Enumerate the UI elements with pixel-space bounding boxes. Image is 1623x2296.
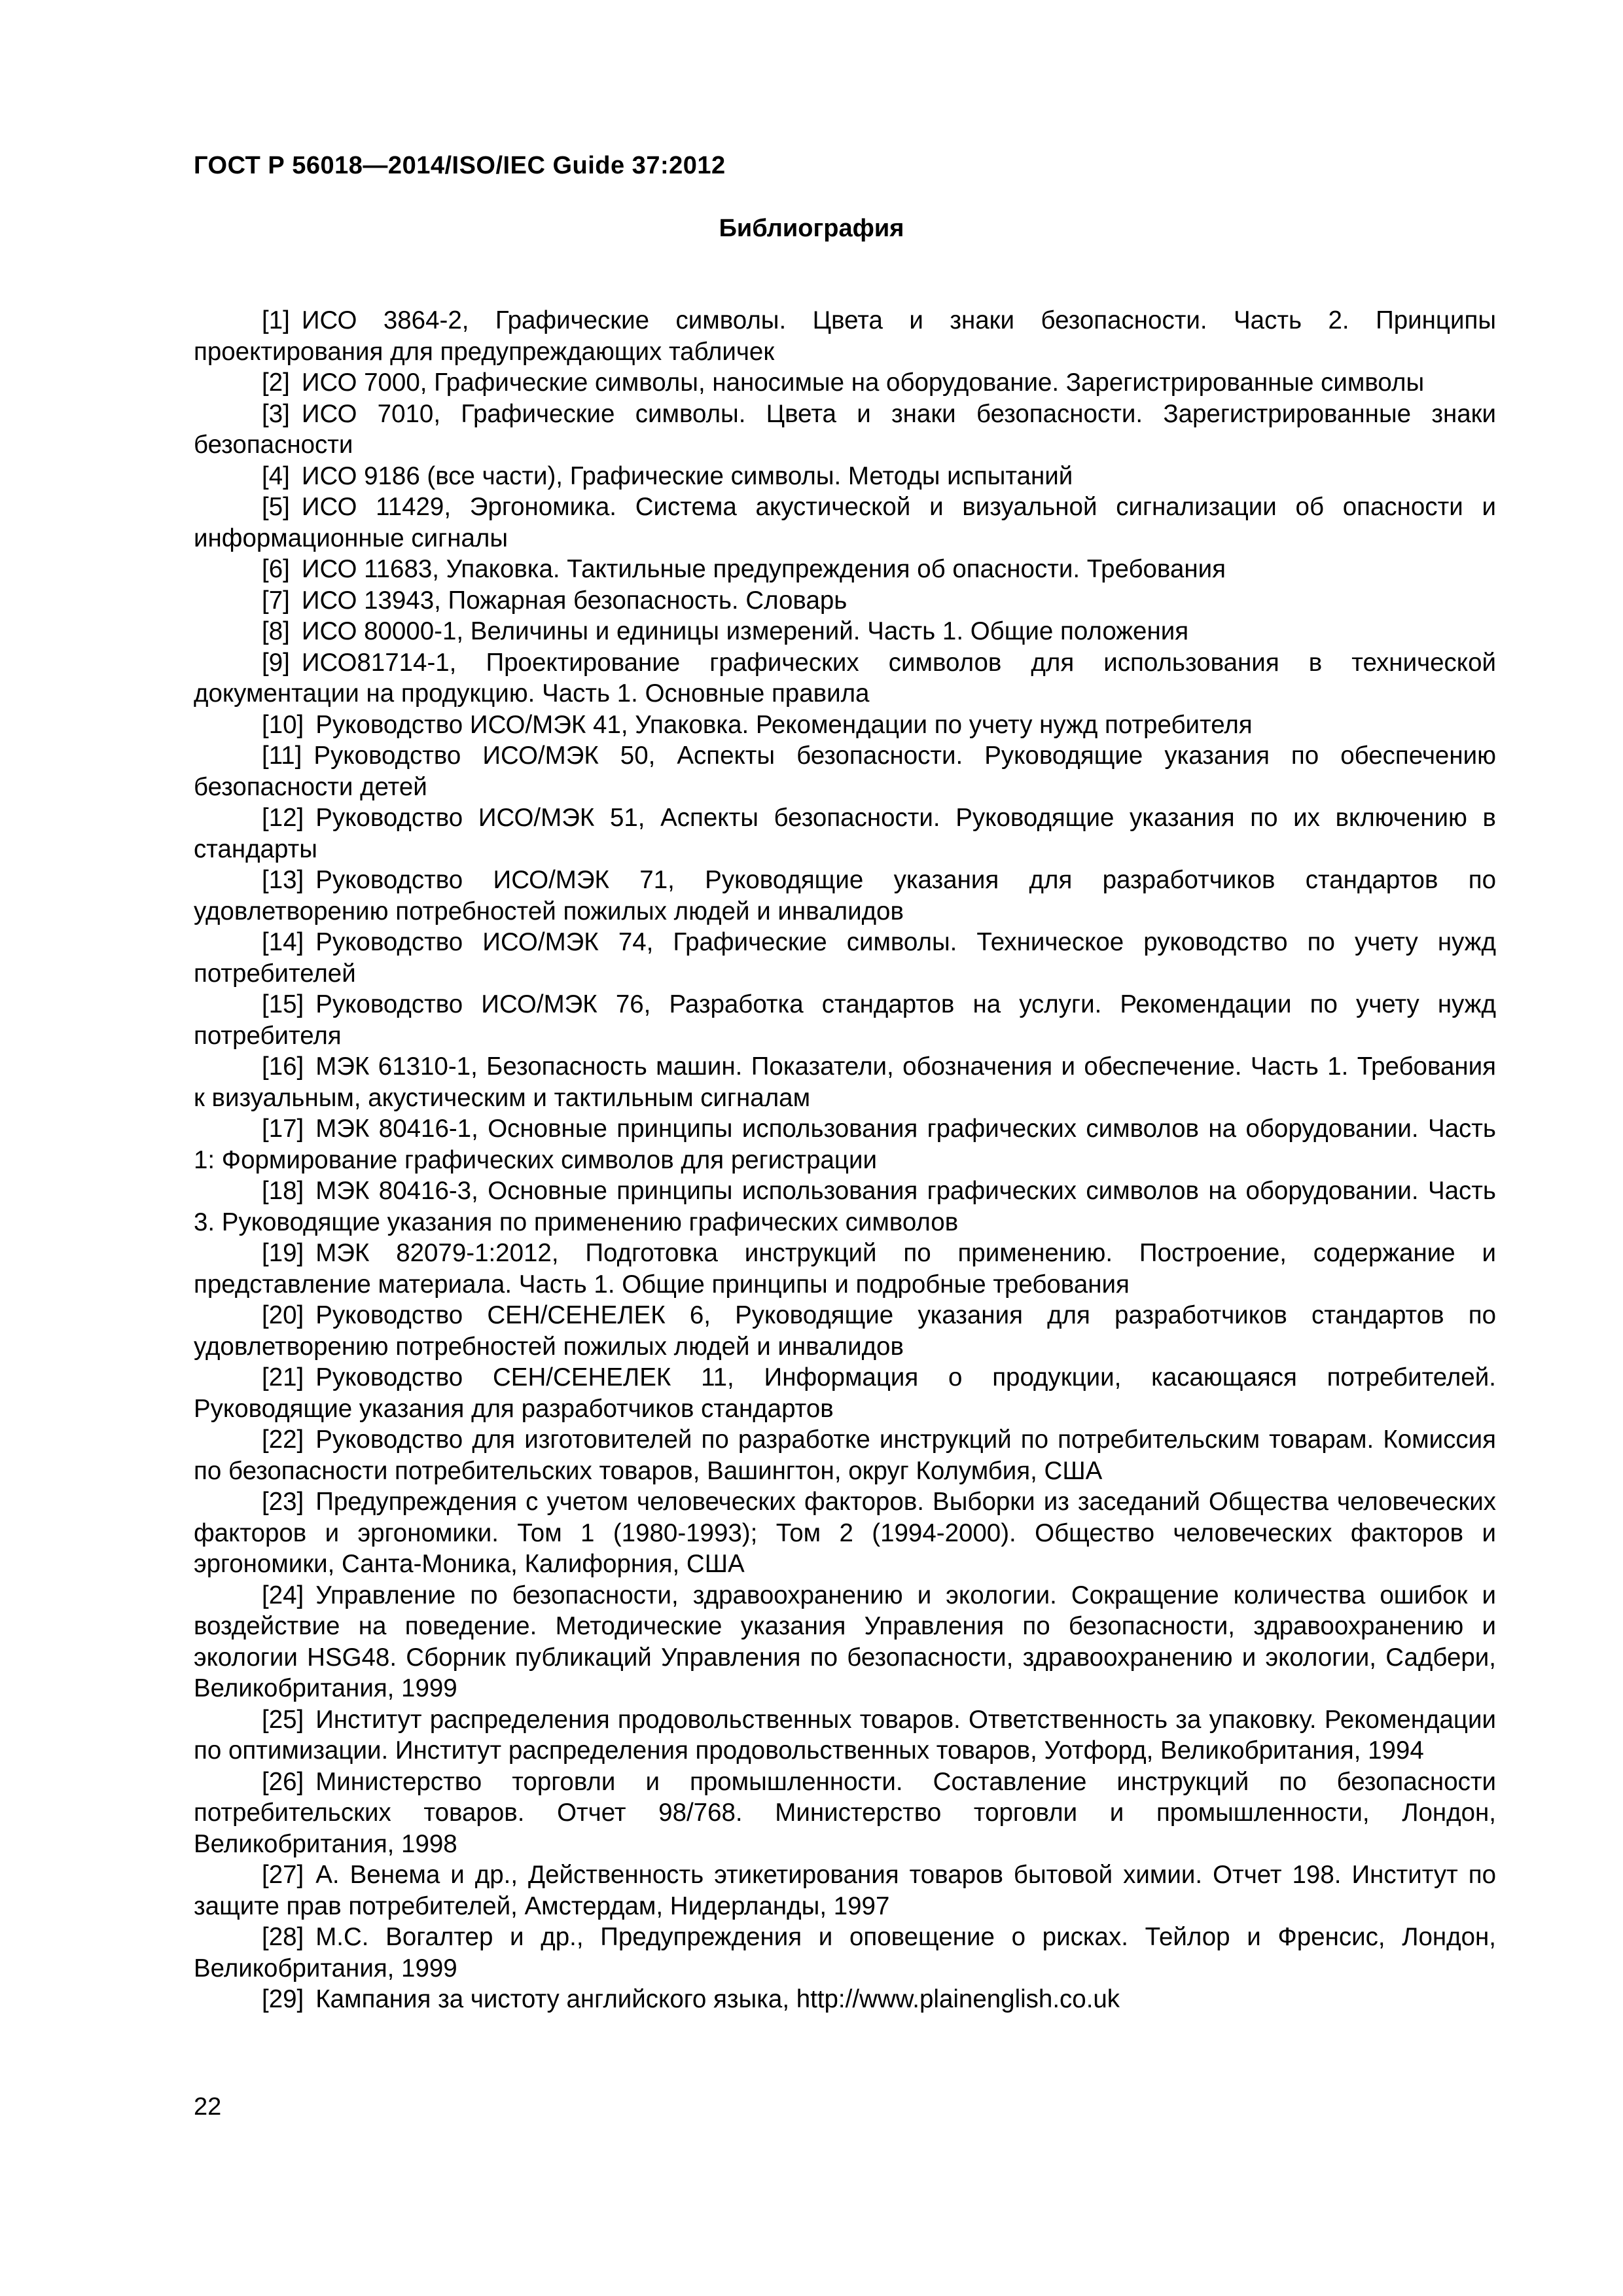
bibliography-entry-text: МЭК 80416-3, Основные принципы использования графических символов на оборудовании. Часть 3. Руководящие указания по применению графических символов — [194, 1177, 1496, 1236]
bibliography-entry-text: Руководство СЕН/СЕНЕЛЕК 11, Информация о продукции, касающаяся потребителей. Руководящие указания для разработчиков стандартов — [194, 1363, 1496, 1423]
bibliography-entry-text: Кампания за чистоту английского языка, http://www.plainenglish.co.uk — [315, 1985, 1120, 2013]
bibliography-entry — [194, 1300, 1496, 1362]
bibliography-entry-text: Предупреждения с учетом человеческих факторов. Выборки из заседаний Общества человеческих факторов и эргономики. Том 1 (1980-1993); Том 2 (1994-2000). Общество человеческих факторов и эргономики, Санта-Моника, Калифорния, США — [194, 1488, 1496, 1578]
bibliography-entry — [194, 492, 1496, 554]
bibliography-entry-text: МЭК 80416-1, Основные принципы использования графических символов на оборудовании. Часть 1: Формирование графических символов для регистрации — [194, 1115, 1496, 1174]
bibliography-entry-text: ИСО 13943, Пожарная безопасность. Словарь — [301, 586, 847, 615]
bibliography-entry — [194, 989, 1496, 1051]
bibliography-entry-number: [14] — [262, 928, 304, 956]
bibliography-entry — [194, 554, 1496, 585]
bibliography-entry-number: [17] — [262, 1115, 304, 1143]
bibliography-entry-text: Руководство ИСО/МЭК 41, Упаковка. Рекомендации по учету нужд потребителя — [315, 710, 1253, 739]
bibliography-entry — [194, 647, 1496, 709]
bibliography-entry-number: [9] — [262, 648, 290, 677]
bibliography-entry-number: [27] — [262, 1861, 304, 1889]
bibliography-entry-text: ИСО 80000-1, Величины и единицы измерений. Часть 1. Общие положения — [301, 617, 1189, 645]
page-number: 22 — [194, 2093, 222, 2121]
bibliography-entry — [194, 1704, 1496, 1767]
bibliography-entry-text: ИСО 7010, Графические символы. Цвета и знаки безопасности. Зарегистрированные знаки безопасности — [194, 399, 1496, 459]
bibliography-entry-number: [6] — [262, 555, 290, 583]
bibliography-entry — [194, 740, 1496, 802]
bibliography-entry-number: [5] — [262, 493, 290, 521]
bibliography-entry-number: [3] — [262, 399, 290, 428]
bibliography-entry — [194, 305, 1496, 367]
bibliography-entry-number: [2] — [262, 368, 290, 397]
bibliography-entry — [194, 927, 1496, 989]
bibliography-entry — [194, 1362, 1496, 1424]
bibliography-entry — [194, 461, 1496, 492]
bibliography-entry-number: [26] — [262, 1767, 304, 1796]
bibliography-entry-text: МЭК 61310-1, Безопасность машин. Показатели, обозначения и обеспечение. Часть 1. Требования к визуальным, акустическим и тактильным сигналам — [194, 1052, 1496, 1112]
bibliography-entry-number: [28] — [262, 1923, 304, 1951]
bibliography-entry — [194, 367, 1496, 399]
bibliography-entry-text: ИСО 7000, Графические символы, наносимые на оборудование. Зарегистрированные символы — [301, 368, 1425, 397]
bibliography-entry-number: [25] — [262, 1705, 304, 1734]
bibliography-entry-number: [15] — [262, 990, 304, 1018]
document-header: ГОСТ Р 56018—2014/ISO/IEC Guide 37:2012 — [194, 152, 726, 179]
bibliography-entry-text: ИСО81714-1, Проектирование графических символов для использования в технической документации на продукцию. Часть 1. Основные правила — [194, 648, 1496, 708]
bibliography-entry — [194, 802, 1496, 865]
bibliography-entry — [194, 1922, 1496, 1984]
bibliography-entry-number: [13] — [262, 866, 304, 894]
bibliography-entry-text: ИСО 11683, Упаковка. Тактильные предупреждения об опасности. Требования — [301, 555, 1226, 583]
bibliography-entry-text: ИСО 11429, Эргономика. Система акустической и визуальной сигнализации об опасности и информационные сигналы — [194, 493, 1496, 552]
bibliography-entry-text: ИСО 3864-2, Графические символы. Цвета и знаки безопасности. Часть 2. Принципы проектирования для предупреждающих табличек — [194, 306, 1496, 366]
bibliography-entry-text: Руководство ИСО/МЭК 51, Аспекты безопасности. Руководящие указания по их включению в стандарты — [194, 804, 1496, 863]
bibliography-entry-text: Руководство ИСО/МЭК 50, Аспекты безопасности. Руководящие указания по обеспечению безопасности детей — [194, 742, 1496, 801]
bibliography-entry-number: [4] — [262, 461, 290, 490]
bibliography-entry-text: ИСО 9186 (все части), Графические символы. Методы испытаний — [301, 461, 1073, 490]
bibliography-entry-text: Руководство ИСО/МЭК 71, Руководящие указания для разработчиков стандартов по удовлетворению потребностей пожилых людей и инвалидов — [194, 866, 1496, 925]
bibliography-entry — [194, 399, 1496, 461]
bibliography-entry-number: [21] — [262, 1363, 304, 1391]
bibliography-entry — [194, 1051, 1496, 1113]
bibliography-entry-number: [19] — [262, 1239, 304, 1267]
bibliography-entry-number: [23] — [262, 1488, 304, 1516]
bibliography-entry — [194, 1113, 1496, 1175]
bibliography-entry-number: [7] — [262, 586, 290, 615]
bibliography-entry — [194, 1238, 1496, 1300]
bibliography-entry — [194, 865, 1496, 927]
bibliography-entry-number: [11] — [262, 742, 302, 770]
bibliography-entry — [194, 1486, 1496, 1580]
bibliography-entry — [194, 1859, 1496, 1922]
bibliography-entry-number: [29] — [262, 1985, 304, 2013]
bibliography-entry-text: МЭК 82079-1:2012, Подготовка инструкций по применению. Построение, содержание и представление материала. Часть 1. Общие принципы и подробные требования — [194, 1239, 1496, 1299]
bibliography-entry-number: [18] — [262, 1177, 304, 1205]
bibliography-entry — [194, 1424, 1496, 1486]
bibliography-entry — [194, 709, 1496, 741]
bibliography-entry-text: Руководство ИСО/МЭК 74, Графические символы. Техническое руководство по учету нужд потребителей — [194, 928, 1496, 988]
bibliography-entry-text: А. Венема и др., Действенность этикетирования товаров бытовой химии. Отчет 198. Институт по защите прав потребителей, Амстердам, Нидерланды, 1997 — [194, 1861, 1496, 1920]
bibliography-entry-number: [20] — [262, 1301, 304, 1329]
bibliography-entry — [194, 1175, 1496, 1238]
section-title: Библиография — [719, 215, 904, 242]
bibliography-entry-text: Институт распределения продовольственных товаров. Ответственность за упаковку. Рекомендации по оптимизации. Институт распределения продовольственных товаров, Уотфорд, Великобритания, 1994 — [194, 1705, 1496, 1765]
bibliography-list — [194, 305, 1496, 2015]
bibliography-entry-number: [24] — [262, 1581, 304, 1609]
bibliography-entry-number: [10] — [262, 710, 304, 739]
bibliography-entry-text: Руководство ИСО/МЭК 76, Разработка стандартов на услуги. Рекомендации по учету нужд потребителя — [194, 990, 1496, 1050]
bibliography-entry — [194, 585, 1496, 617]
bibliography-entry-number: [12] — [262, 804, 304, 832]
bibliography-entry — [194, 1580, 1496, 1704]
bibliography-entry-text: Управление по безопасности, здравоохранению и экологии. Сокращение количества ошибок и воздействие на поведение. Методические указания Управления по безопасности, здравоохранению и экологии HSG48. Сборник публикаций Управления по безопасности, здравоохранению и экологии, Садбери, Великобритания, 1999 — [194, 1581, 1496, 1702]
bibliography-entry-number: [8] — [262, 617, 290, 645]
bibliography-entry — [194, 616, 1496, 647]
bibliography-entry-text: Руководство для изготовителей по разработке инструкций по потребительским товарам. Комиссия по безопасности потребительских товаров, Вашингтон, округ Колумбия, США — [194, 1426, 1496, 1485]
bibliography-entry-text: Министерство торговли и промышленности. Составление инструкций по безопасности потребительских товаров. Отчет 98/768. Министерство торговли и промышленности, Лондон, Великобритания, 1998 — [194, 1767, 1496, 1858]
bibliography-entry-number: [1] — [262, 306, 290, 334]
bibliography-entry — [194, 1767, 1496, 1860]
bibliography-entry-text: М.С. Вогалтер и др., Предупреждения и оповещение о рисках. Тейлор и Френсис, Лондон, Великобритания, 1999 — [194, 1923, 1496, 1982]
bibliography-entry-text: Руководство СЕН/СЕНЕЛЕК 6, Руководящие указания для разработчиков стандартов по удовлетворению потребностей пожилых людей и инвалидов — [194, 1301, 1496, 1361]
bibliography-entry — [194, 1984, 1496, 2015]
bibliography-entry-number: [22] — [262, 1426, 304, 1454]
bibliography-entry-number: [16] — [262, 1052, 304, 1081]
